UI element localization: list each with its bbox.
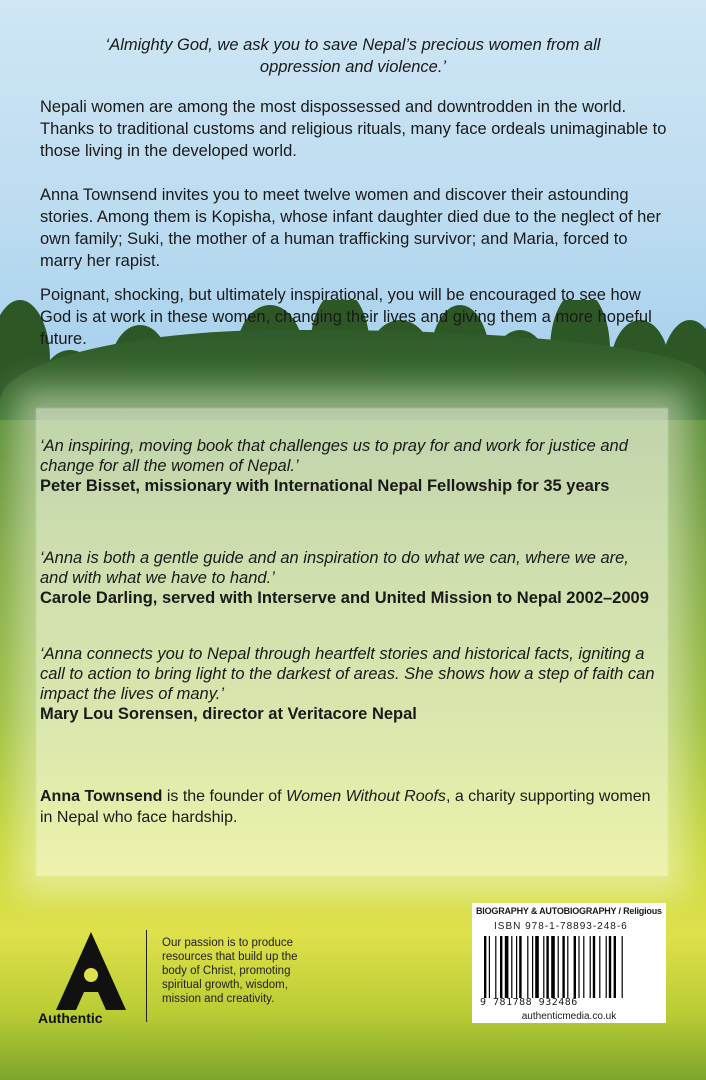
barcode-digits: 9 781788 932486 xyxy=(480,997,578,1008)
publisher-mission: Our passion is to produce resources that build up the body of Christ, promoting spiritual growth, wisdom, mission and creativity. xyxy=(162,937,298,1005)
endorsement xyxy=(40,644,656,724)
opening-quote: ‘Almighty God, we ask you to save Nepal’s precious women from all oppression and violence.’ xyxy=(105,36,601,76)
author-bio: Anna Townsend is the founder of Women Without Roofs, a charity supporting women in Nepal who face hardship. xyxy=(40,788,651,826)
endorsement-quote: ‘Anna connects you to Nepal through heartfelt stories and historical facts, igniting a call to action to bring light to the darkest of areas. She shows how a step of faith can impact the lives of many.’ xyxy=(40,645,655,703)
publisher-name: Authentic xyxy=(38,1010,103,1026)
barcode-icon xyxy=(482,936,656,998)
divider xyxy=(146,930,147,1022)
endorsement-author: Mary Lou Sorensen, director at Veritacore Nepal xyxy=(40,705,417,723)
description-paragraph: Poignant, shocking, but ultimately inspirational, you will be encouraged to see how God is at work in these women, changing their lives and giving them a more hopeful future. xyxy=(40,286,652,348)
charity-name: Women Without Roofs xyxy=(286,788,446,805)
description-paragraph: Anna Townsend invites you to meet twelve women and discover their astounding stories. Among them is Kopisha, whose infant daughter died due to the neglect of her own family; Suki, the mother of a human trafficking survivor; and Maria, forced to marry her rapist. xyxy=(40,186,661,270)
description-paragraph: Nepali women are among the most dispossessed and downtrodden in the world. Thanks to traditional customs and religious rituals, many face ordeals unimaginable to those living in the developed world. xyxy=(40,98,667,160)
barcode-panel xyxy=(472,903,666,1023)
endorsement-quote: ‘An inspiring, moving book that challenges us to pray for and work for justice and change for all the women of Nepal.’ xyxy=(40,437,628,475)
author-name: Anna Townsend xyxy=(40,788,163,805)
book-category: BIOGRAPHY & AUTOBIOGRAPHY / Religious xyxy=(476,906,662,916)
endorsement-quote: ‘Anna is both a gentle guide and an inspiration to do what we can, where we are, and with what we have to hand.’ xyxy=(40,549,629,587)
endorsement xyxy=(40,436,656,496)
isbn-label: ISBN 978-1-78893-248-6 xyxy=(494,921,628,932)
endorsement xyxy=(40,548,656,608)
endorsement-author: Carole Darling, served with Interserve and United Mission to Nepal 2002–2009 xyxy=(40,589,649,607)
endorsement-author: Peter Bisset, missionary with International Nepal Fellowship for 35 years xyxy=(40,477,610,495)
publisher-url: authenticmedia.co.uk xyxy=(521,1011,617,1022)
